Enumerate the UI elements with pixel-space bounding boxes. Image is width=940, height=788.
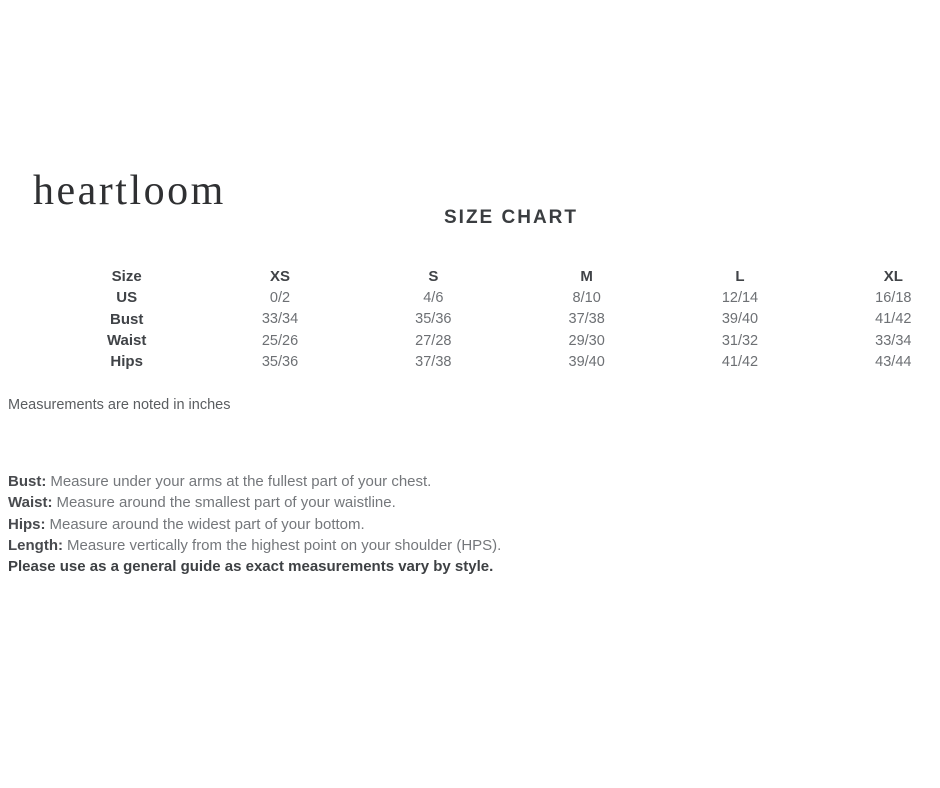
column-header-l: L bbox=[735, 268, 745, 286]
guide-line-hips bbox=[8, 514, 501, 535]
size-value: 0/2 bbox=[269, 289, 291, 306]
page-title: SIZE CHART bbox=[444, 207, 578, 228]
size-value: 43/44 bbox=[875, 353, 912, 370]
guide-term: Hips: bbox=[8, 515, 46, 533]
size-value: 33/34 bbox=[261, 311, 299, 328]
size-value: 35/36 bbox=[261, 353, 299, 370]
table-row-waist bbox=[50, 330, 940, 351]
guide-line-bust bbox=[8, 471, 501, 492]
size-value: 25/26 bbox=[261, 332, 299, 349]
size-value: 35/36 bbox=[415, 311, 452, 328]
column-header-m: M bbox=[580, 268, 593, 286]
guide-footer: Please use as a general guide as exact measurements vary by style. bbox=[8, 558, 494, 576]
row-label: Bust bbox=[109, 310, 144, 328]
size-value: 12/14 bbox=[721, 289, 759, 306]
size-value: 39/40 bbox=[568, 353, 605, 370]
size-value: 33/34 bbox=[875, 332, 912, 349]
table-row-hips bbox=[50, 351, 940, 372]
table-header-row bbox=[50, 266, 940, 287]
guide-line-waist bbox=[8, 492, 501, 513]
measurement-guide bbox=[8, 471, 501, 577]
row-label: Hips bbox=[110, 353, 143, 371]
size-value: 8/10 bbox=[572, 289, 601, 306]
column-header-size: Size bbox=[111, 268, 142, 286]
column-header-xl: XL bbox=[883, 268, 903, 286]
size-value: 31/32 bbox=[721, 332, 759, 349]
guide-definition: Measure under your arms at the fullest part of your chest. bbox=[50, 473, 432, 490]
size-value: 16/18 bbox=[875, 289, 912, 306]
size-value: 37/38 bbox=[415, 353, 452, 370]
guide-definition: Measure vertically from the highest point on your shoulder (HPS). bbox=[66, 536, 502, 554]
size-value: 29/30 bbox=[568, 332, 605, 349]
guide-definition: Measure around the widest part of your bottom. bbox=[49, 515, 365, 533]
column-header-xs: XS bbox=[269, 268, 290, 286]
size-value: 39/40 bbox=[721, 311, 759, 328]
size-chart-table bbox=[50, 266, 940, 372]
size-value: 4/6 bbox=[423, 289, 444, 306]
size-value: 41/42 bbox=[875, 311, 912, 328]
brand-logo: heartloom bbox=[33, 168, 226, 214]
table-row-bust bbox=[50, 309, 940, 330]
row-label: Waist bbox=[106, 332, 147, 350]
size-value: 41/42 bbox=[721, 353, 759, 370]
guide-line-length bbox=[8, 535, 501, 556]
table-row-us bbox=[50, 287, 940, 308]
size-value: 37/38 bbox=[568, 311, 605, 328]
row-label: US bbox=[116, 289, 138, 307]
size-value: 27/28 bbox=[415, 332, 452, 349]
guide-term: Bust: bbox=[8, 473, 47, 490]
column-header-s: S bbox=[428, 268, 439, 286]
guide-definition: Measure around the smallest part of your waistline. bbox=[56, 494, 396, 512]
measurements-note: Measurements are noted in inches bbox=[8, 397, 231, 413]
guide-term: Length: bbox=[8, 536, 63, 554]
guide-term: Waist: bbox=[8, 494, 53, 512]
